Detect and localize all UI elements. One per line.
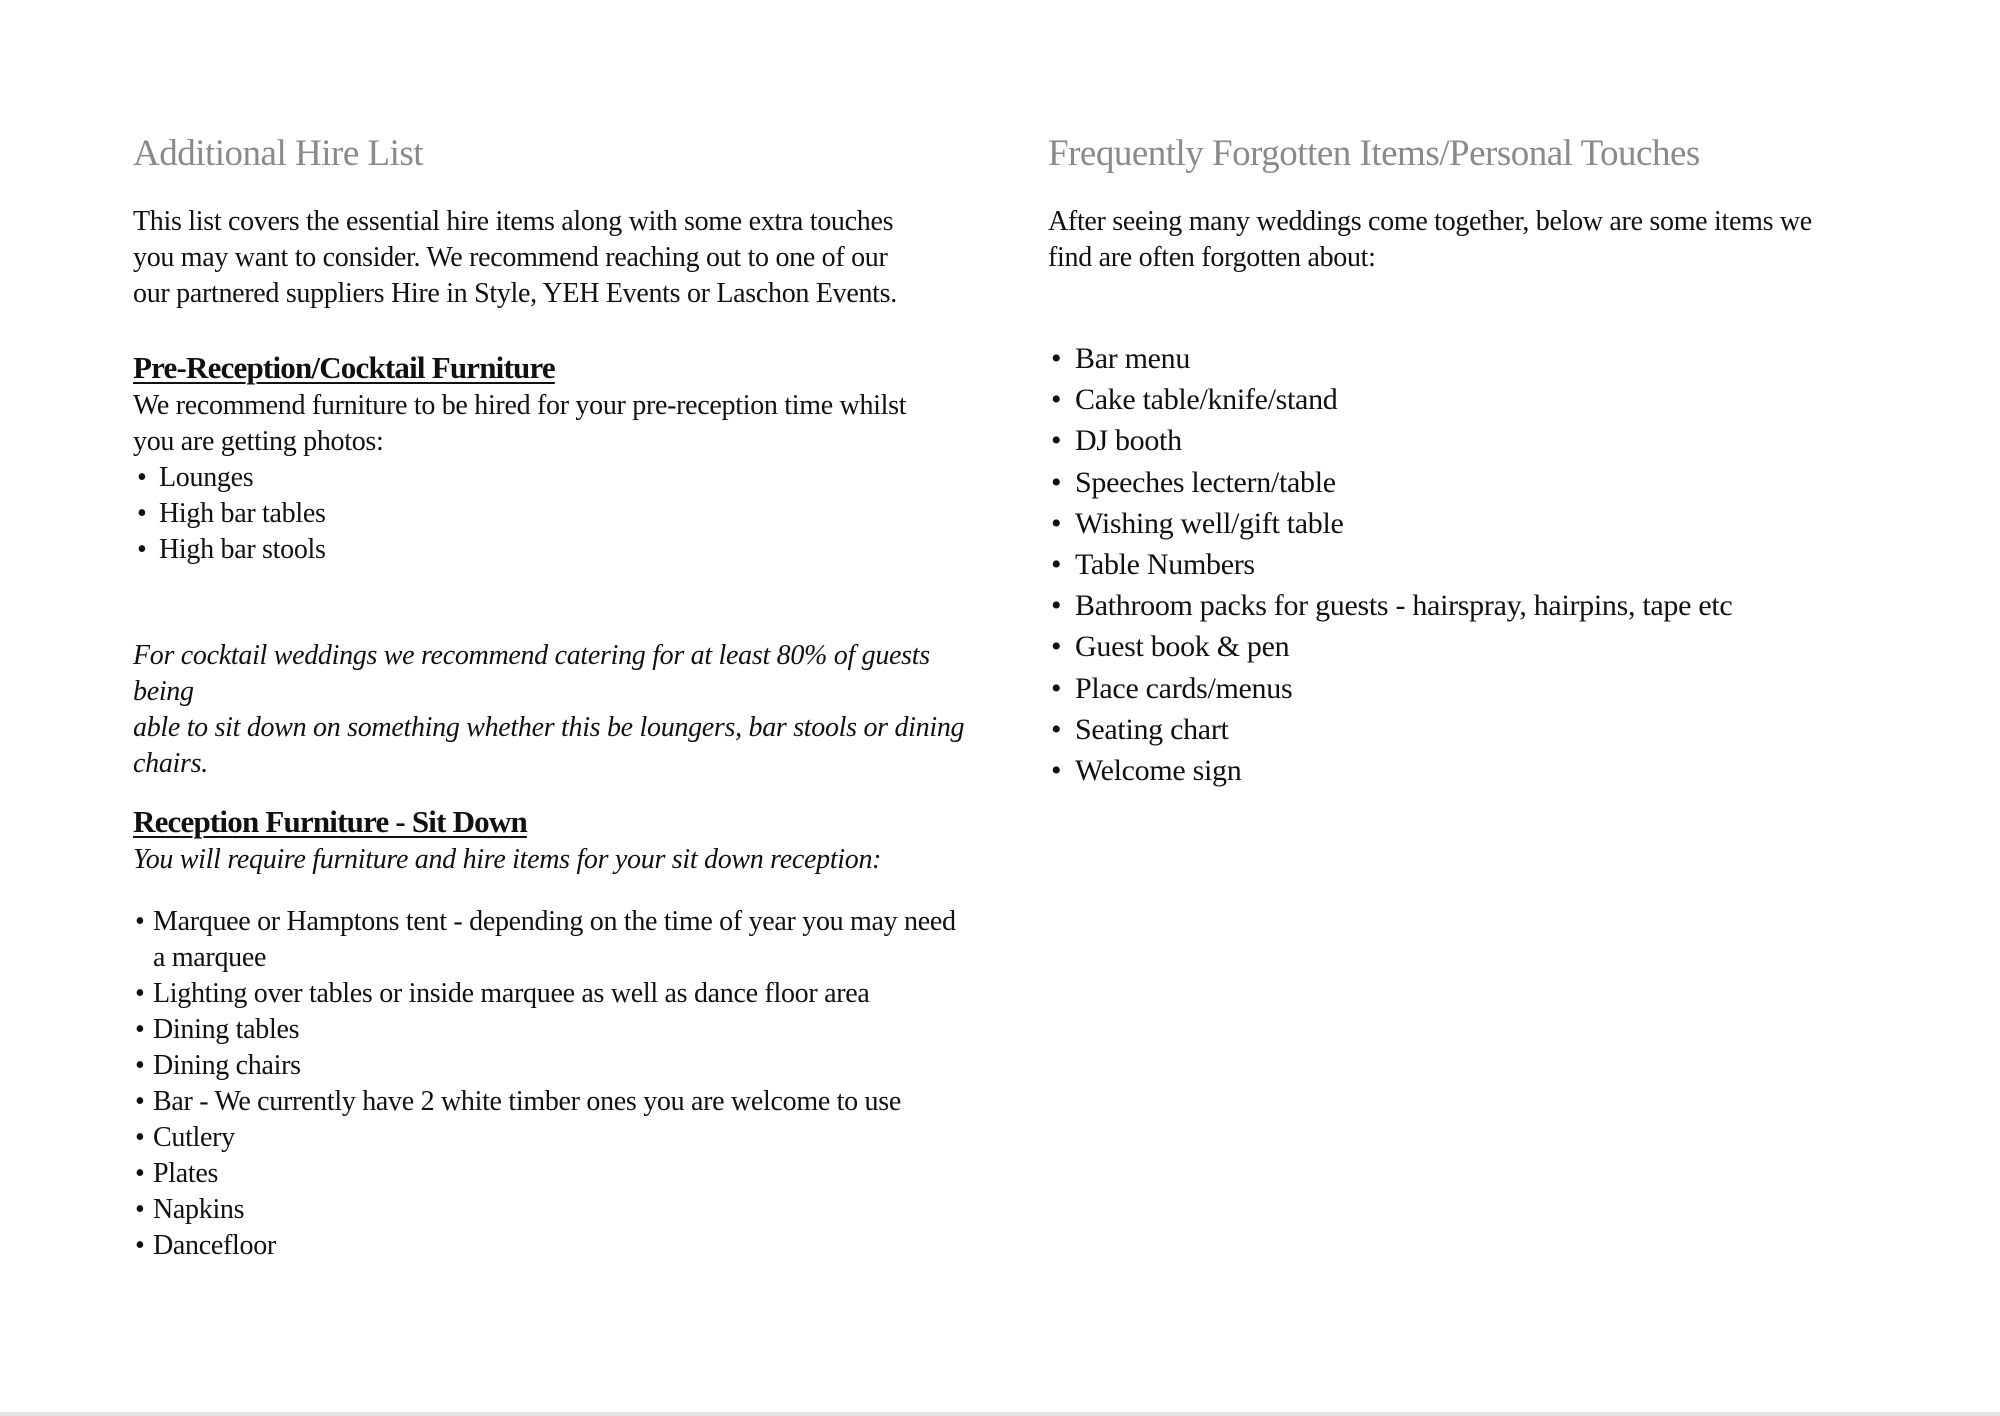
additional-hire-title: Additional Hire List bbox=[133, 133, 424, 174]
list-item: • Bar - We currently have 2 white timber ones you are welcome to use bbox=[133, 1084, 973, 1120]
additional-hire-intro bbox=[133, 204, 973, 312]
list-item: • Plates bbox=[133, 1156, 973, 1192]
list-item: • Napkins bbox=[133, 1192, 973, 1228]
list-item: • Lounges bbox=[133, 460, 973, 496]
list-item: • Dancefloor bbox=[133, 1228, 973, 1264]
pre-reception-text-line: you are getting photos: bbox=[133, 426, 384, 457]
intro-line: This list covers the essential hire items along with some extra touches bbox=[133, 206, 894, 237]
list-item: • Bar menu bbox=[1048, 338, 1908, 379]
cocktail-note-line: For cocktail weddings we recommend catering for at least 80% of guests being bbox=[133, 640, 930, 707]
forgotten-items-column bbox=[1048, 130, 1908, 791]
list-item: • Welcome sign bbox=[1048, 750, 1908, 791]
list-item: • Marquee or Hamptons tent - depending on the time of year you may need a marquee bbox=[133, 904, 973, 976]
list-item: • High bar tables bbox=[133, 496, 973, 532]
list-item: • Seating chart bbox=[1048, 709, 1908, 750]
forgotten-items-title: Frequently Forgotten Items/Personal Touches bbox=[1048, 133, 1700, 174]
cocktail-note bbox=[133, 638, 973, 782]
page-bottom-edge bbox=[0, 1412, 2000, 1416]
list-item: • Bathroom packs for guests - hairspray, hairpins, tape etc bbox=[1048, 585, 1908, 626]
list-item: • Place cards/menus bbox=[1048, 668, 1908, 709]
additional-hire-column bbox=[133, 130, 973, 1264]
intro-line: After seeing many weddings come together, below are some items we bbox=[1048, 206, 1812, 237]
list-item: • Speeches lectern/table bbox=[1048, 462, 1908, 503]
reception-heading: Reception Furniture - Sit Down bbox=[133, 804, 527, 839]
pre-reception-heading: Pre-Reception/Cocktail Furniture bbox=[133, 350, 555, 385]
list-item: • Guest book & pen bbox=[1048, 626, 1908, 667]
list-item: • DJ booth bbox=[1048, 420, 1908, 461]
reception-list bbox=[133, 904, 973, 1264]
forgotten-items-intro bbox=[1048, 204, 1908, 276]
cocktail-note-line: able to sit down on something whether this be loungers, bar stools or dining bbox=[133, 712, 965, 743]
cocktail-note-line: chairs. bbox=[133, 748, 208, 779]
list-item: • Table Numbers bbox=[1048, 544, 1908, 585]
list-item: • Cake table/knife/stand bbox=[1048, 379, 1908, 420]
list-item: • Dining chairs bbox=[133, 1048, 973, 1084]
pre-reception-text-line: We recommend furniture to be hired for your pre-reception time whilst bbox=[133, 390, 907, 421]
list-item: • Lighting over tables or inside marquee as well as dance floor area bbox=[133, 976, 973, 1012]
forgotten-items-list bbox=[1048, 338, 1908, 791]
list-item: • High bar stools bbox=[133, 532, 973, 568]
intro-line: our partnered suppliers Hire in Style, YEH Events or Laschon Events. bbox=[133, 278, 897, 309]
reception-subtitle: You will require furniture and hire items for your sit down reception: bbox=[133, 844, 882, 875]
intro-line: you may want to consider. We recommend reaching out to one of our bbox=[133, 242, 888, 273]
pre-reception-list bbox=[133, 460, 973, 568]
list-item: • Wishing well/gift table bbox=[1048, 503, 1908, 544]
pre-reception-text bbox=[133, 388, 973, 460]
list-item: • Dining tables bbox=[133, 1012, 973, 1048]
list-item: • Cutlery bbox=[133, 1120, 973, 1156]
intro-line: find are often forgotten about: bbox=[1048, 242, 1376, 273]
